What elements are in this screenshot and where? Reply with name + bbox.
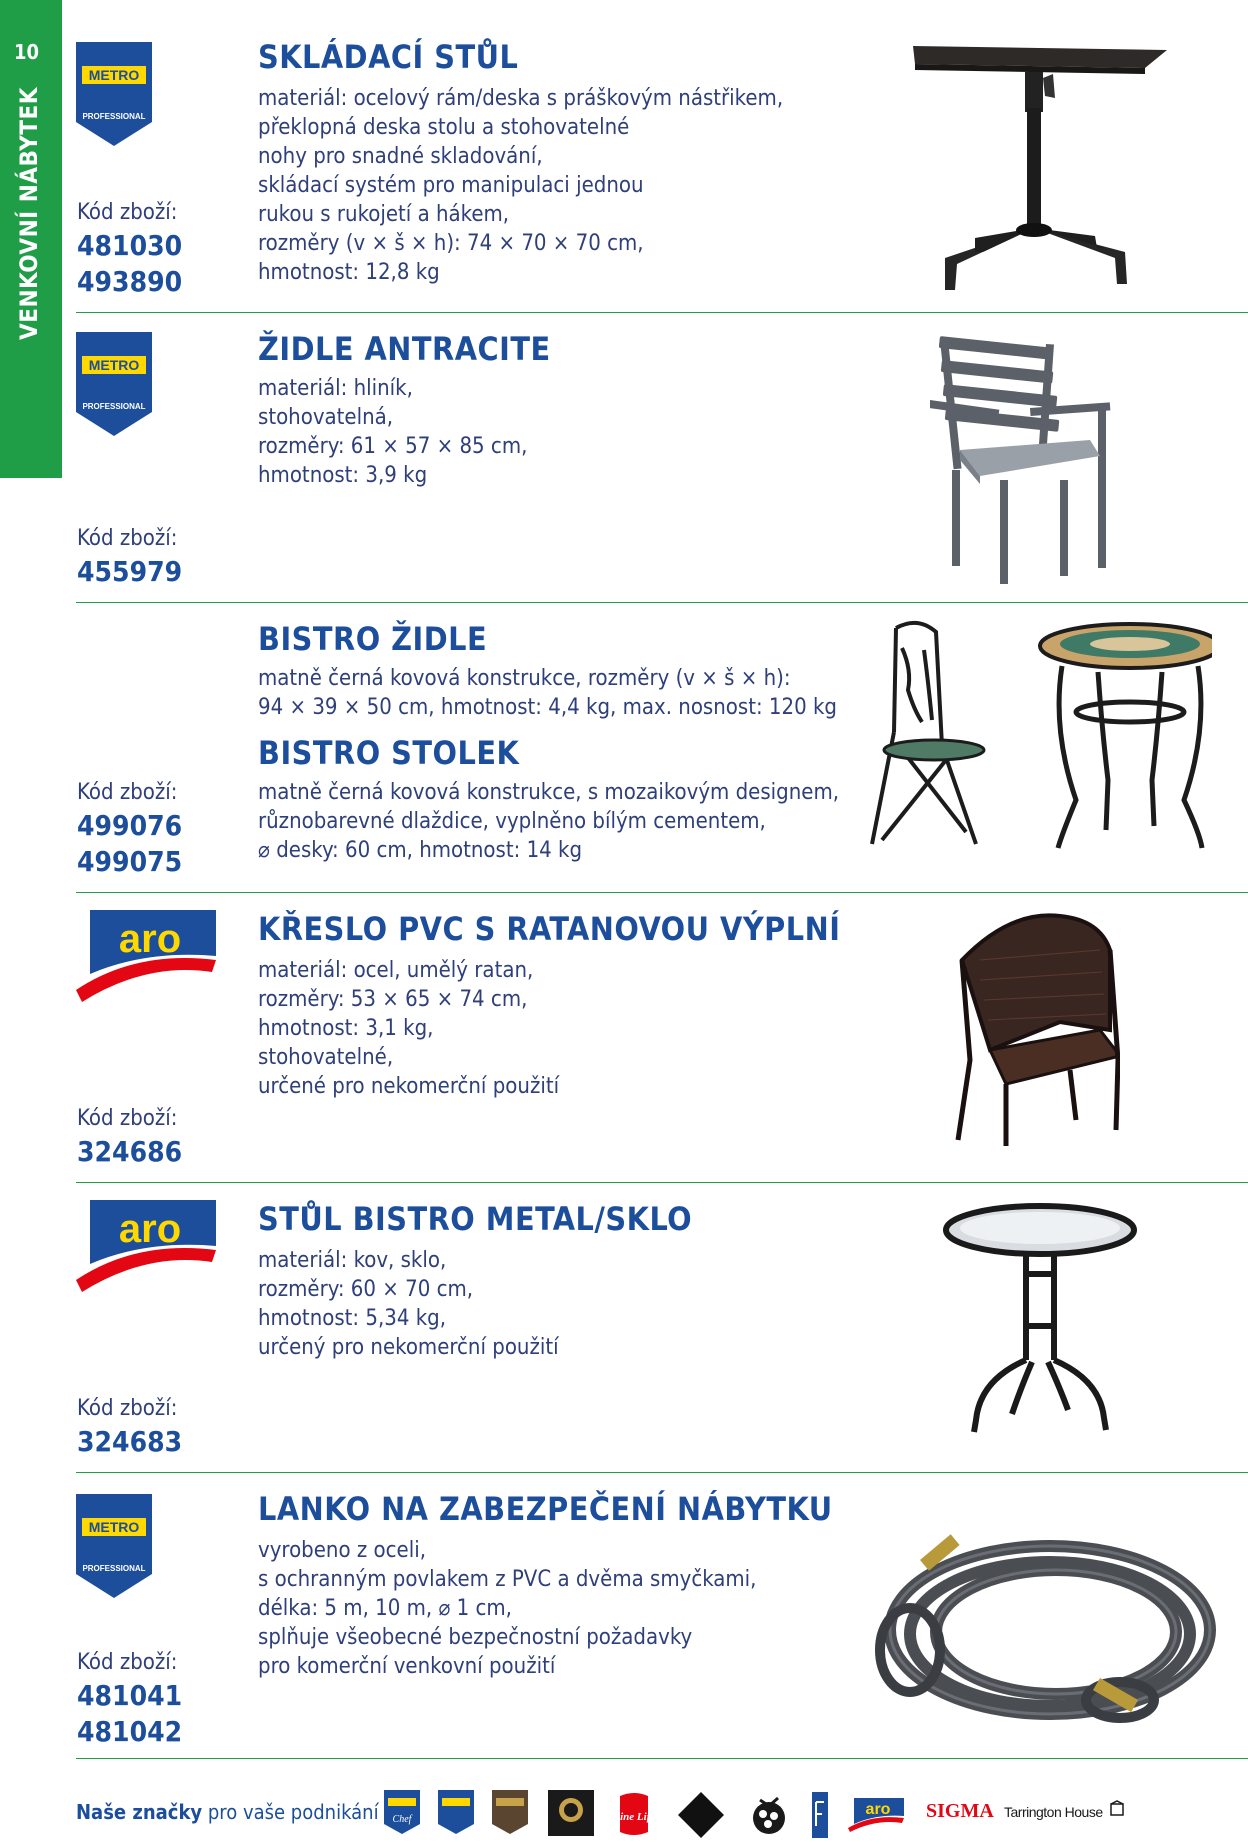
folding-table-image bbox=[905, 38, 1175, 302]
metro-premium-logo bbox=[492, 1790, 528, 1838]
svg-text:aro: aro bbox=[118, 1207, 182, 1251]
rattan-chair-image bbox=[950, 910, 1120, 1154]
product-description: materiál: hliník, stohovatelná, rozměry: 61 × 57 × 85 cm, hmotnost: 3,9 kg bbox=[258, 376, 528, 488]
metro-professional-logo bbox=[76, 332, 152, 436]
diamond-logo bbox=[676, 1790, 726, 1844]
code-label: Kód zboží: bbox=[77, 1396, 178, 1421]
house-icon bbox=[1110, 1800, 1124, 1820]
section-label-text: VENKOVNÍ NÁBYTEK bbox=[15, 87, 43, 340]
section-label bbox=[15, 87, 45, 340]
metro-professional-small-logo bbox=[438, 1790, 474, 1838]
svg-text:Chef: Chef bbox=[392, 1814, 412, 1825]
tarrington-house-logo: Tarrington House bbox=[1004, 1804, 1103, 1820]
product-title: ŽIDLE ANTRACITE bbox=[258, 330, 551, 368]
metro-professional-logo bbox=[76, 42, 152, 146]
footer-tagline: Naše značky pro vaše podnikání bbox=[76, 1800, 379, 1824]
product-code: 481030 493890 bbox=[77, 229, 183, 298]
svg-text:METRO: METRO bbox=[88, 67, 140, 83]
code-label: Kód zboží: bbox=[77, 200, 178, 225]
svg-text:Fine Life: Fine Life bbox=[614, 1811, 654, 1823]
product-code: 481041 481042 bbox=[77, 1679, 183, 1748]
svg-text:METRO: METRO bbox=[88, 1519, 140, 1535]
code-label: Kód zboží: bbox=[77, 780, 178, 805]
svg-text:aro: aro bbox=[865, 1801, 891, 1818]
product-description: matně černá kovová konstrukce, rozměry (v × š × h): 94 × 39 × 50 cm, hmotnost: 4,4 kg, max. nosnost: 120 kg bbox=[258, 666, 837, 720]
chair-anthracite-image bbox=[930, 330, 1140, 589]
svg-text:METRO: METRO bbox=[88, 357, 140, 373]
product-description: vyrobeno z oceli, s ochranným povlakem z PVC a dvěma smyčkami, délka: 5 m, 10 m, ⌀ 1 cm, splňuje všeobecné bezpečnostní požadavky pro komerční venkovní použití bbox=[258, 1538, 757, 1679]
product-code: 499076 499075 bbox=[77, 809, 183, 878]
page-number: 10 bbox=[14, 40, 40, 64]
svg-text:aro: aro bbox=[118, 917, 182, 961]
sigma-logo: SIGMA bbox=[926, 1800, 994, 1822]
product-description: materiál: kov, sklo, rozměry: 60 × 70 cm, hmotnost: 5,34 kg, určený pro nekomerční použití bbox=[258, 1248, 559, 1360]
security-cable-image bbox=[850, 1520, 1230, 1744]
aro-small-logo bbox=[848, 1798, 904, 1836]
product-title: LANKO NA ZABEZPEČENÍ NÁBYTKU bbox=[258, 1490, 833, 1528]
aro-logo bbox=[76, 910, 216, 1002]
divider bbox=[76, 1182, 1248, 1183]
code-label: Kód zboží: bbox=[77, 1650, 178, 1675]
metro-professional-logo bbox=[76, 1494, 152, 1598]
berries-logo bbox=[746, 1790, 792, 1844]
f-brand-logo bbox=[810, 1790, 830, 1844]
bistro-set-image bbox=[862, 620, 1212, 884]
code-label: Kód zboží: bbox=[77, 526, 178, 551]
code-label: Kód zboží: bbox=[77, 1106, 178, 1131]
product-description: materiál: ocelový rám/deska s práškovým nástřikem, překlopná deska stolu a stohovatelné nohy pro snadné skladování, skládací systém pro manipulaci jednou rukou s rukojetí a hákem, rozměry (v × š × h): 74 × 70 × 70 cm, hmotnost: 12,8 kg bbox=[258, 86, 784, 285]
product-description-secondary: matně černá kovová konstrukce, s mozaikovým designem, různobarevné dlaždice, vyplněno bílým cementem, ⌀ desky: 60 cm, hmotnost: 14 kg bbox=[258, 780, 840, 863]
aro-logo bbox=[76, 1200, 216, 1292]
svg-text:PROFESSIONAL: PROFESSIONAL bbox=[82, 1564, 146, 1573]
product-title: BISTRO ŽIDLE bbox=[258, 620, 488, 658]
divider bbox=[76, 1758, 1248, 1759]
svg-text:PROFESSIONAL: PROFESSIONAL bbox=[82, 402, 146, 411]
divider bbox=[76, 1472, 1248, 1473]
product-title-secondary: BISTRO STOLEK bbox=[258, 734, 520, 772]
glass-bistro-table-image bbox=[940, 1200, 1140, 1444]
divider bbox=[76, 312, 1248, 313]
product-title: STŮL BISTRO METAL/SKLO bbox=[258, 1200, 693, 1238]
divider bbox=[76, 602, 1248, 603]
metro-chef-logo bbox=[384, 1790, 420, 1838]
fine-life-logo bbox=[614, 1790, 654, 1842]
divider bbox=[76, 892, 1248, 893]
product-description: materiál: ocel, umělý ratan, rozměry: 53 × 65 × 74 cm, hmotnost: 3,1 kg, stohovatelné, určené pro nekomerční použití bbox=[258, 958, 560, 1099]
product-title: SKLÁDACÍ STŮL bbox=[258, 38, 519, 76]
product-code: 455979 bbox=[77, 555, 183, 588]
svg-text:PROFESSIONAL: PROFESSIONAL bbox=[82, 112, 146, 121]
product-code: 324686 bbox=[77, 1135, 183, 1168]
product-title: KŘESLO PVC S RATANOVOU VÝPLNÍ bbox=[258, 910, 841, 948]
gold-seal-logo bbox=[548, 1790, 594, 1840]
product-code: 324683 bbox=[77, 1425, 183, 1458]
